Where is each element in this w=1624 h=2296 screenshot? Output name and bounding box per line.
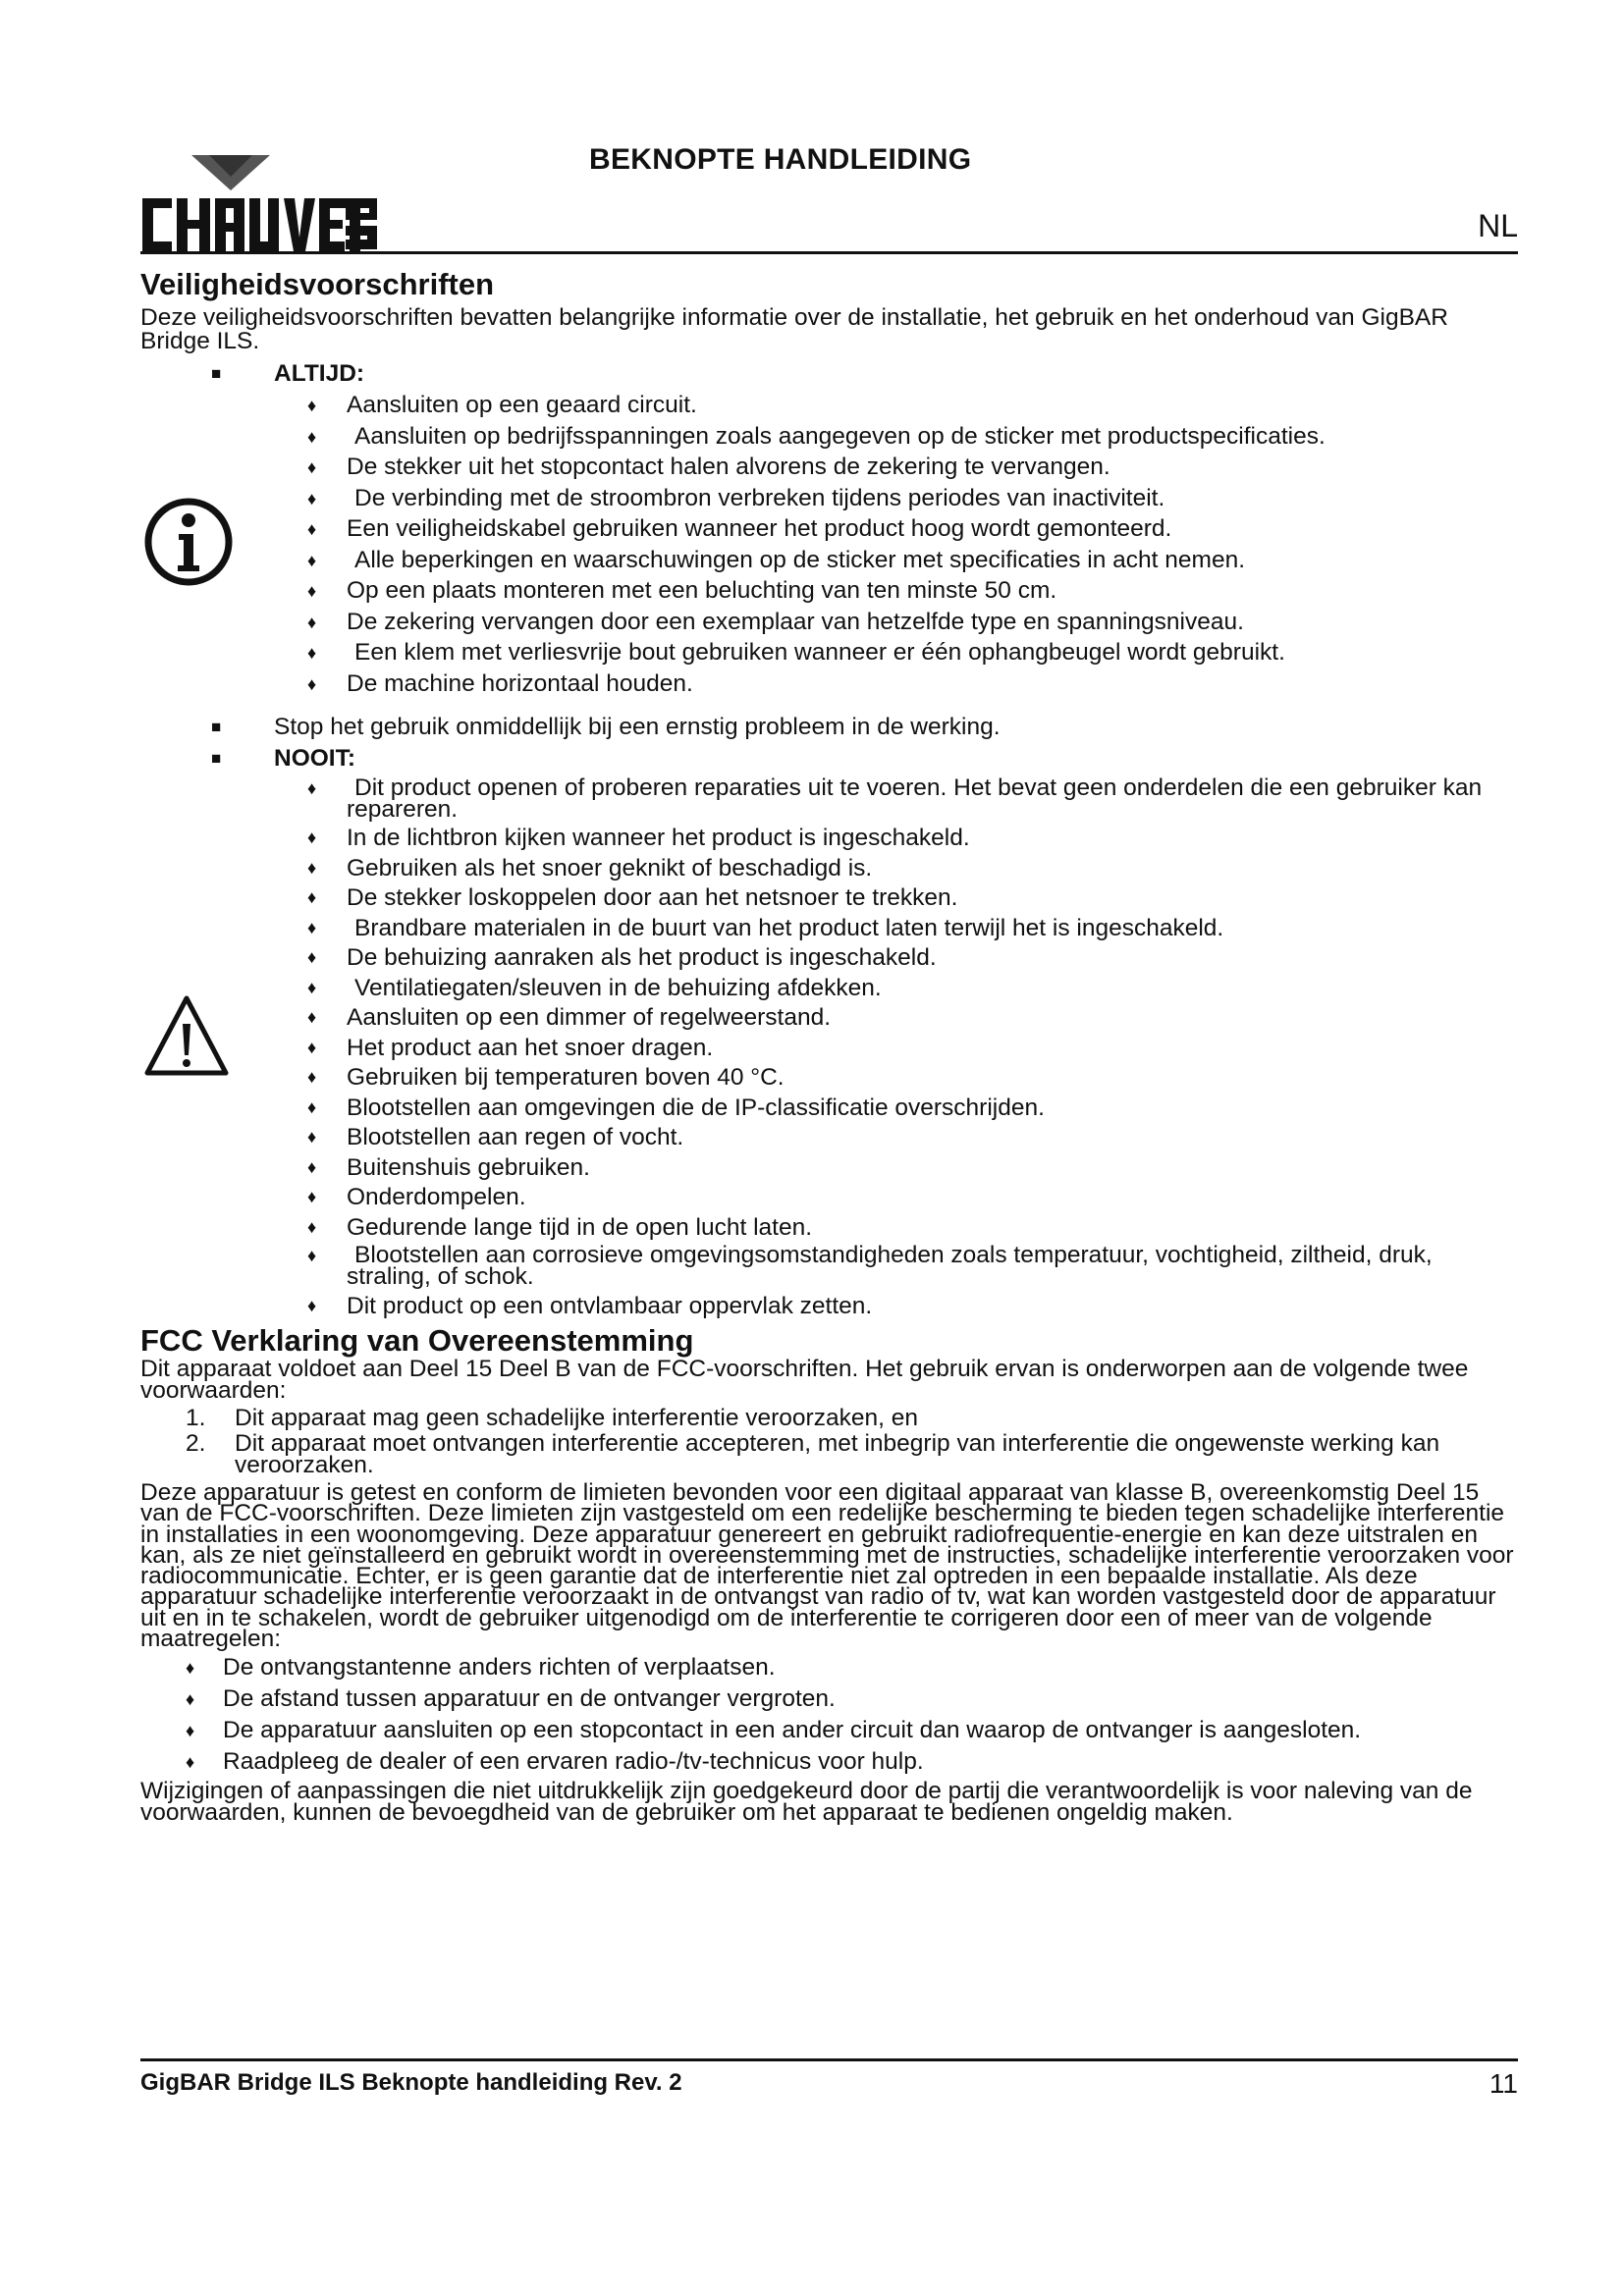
list-item: ♦ Blootstellen aan regen of vocht.	[307, 1125, 1518, 1149]
list-item: ♦ Blootstellen aan omgevingen die de IP-classificatie overschrijden.	[307, 1095, 1518, 1120]
stop-text: Stop het gebruik onmiddellijk bij een ernstig probleem in de werking.	[274, 713, 1001, 740]
fcc-heading: FCC Verklaring van Overeenstemming	[140, 1323, 694, 1358]
chauvet-dj-logo	[140, 147, 378, 255]
list-item: ♦ Blootstellen aan corrosieve omgevingsomstandigheden zoals temperatuur, vochtigheid, ziltheid, druk, straling, of schok.	[307, 1245, 1518, 1288]
safety-heading: Veiligheidsvoorschriften	[140, 267, 495, 301]
never-label: ■ NOOIT:	[274, 744, 356, 772]
list-item: ♦ Ventilatiegaten/sleuven in de behuizing afdekken.	[307, 976, 1518, 1000]
list-item: ♦ Brandbare materialen in de buurt van het product laten terwijl het is ingeschakeld.	[307, 916, 1518, 940]
always-label: ■ ALTIJD:	[274, 360, 365, 387]
list-item: ♦ Een klem met verliesvrije bout gebruiken wanneer er één ophangbeugel wordt gebruikt.	[307, 640, 1518, 666]
list-item: ♦ De apparatuur aansluiten op een stopcontact in een ander circuit dan waarop de ontvanger is aangesloten.	[140, 1718, 1518, 1743]
list-item: ♦ Buitenshuis gebruiken.	[307, 1155, 1518, 1180]
list-item: ♦ Dit product openen of proberen reparaties uit te voeren. Het bevat geen onderdelen die een gebruiker kan repareren.	[307, 777, 1518, 821]
always-list	[274, 393, 1518, 697]
list-item: ♦ Aansluiten op een geaard circuit.	[307, 393, 1518, 418]
safety-intro: Deze veiligheidsvoorschriften bevatten belangrijke informatie over de installatie, het gebruik en het onderhoud van GigBAR Bridge ILS.	[140, 304, 1448, 354]
never-section	[140, 746, 1518, 1318]
never-list	[274, 774, 1518, 1319]
list-item: ♦ De zekering vervangen door een exemplaar van hetzelfde type en spanningsniveau.	[307, 610, 1518, 635]
footer-title: GigBAR Bridge ILS Beknopte handleiding Rev. 2	[140, 2069, 682, 2096]
list-item: ♦ Een veiligheidskabel gebruiken wanneer het product hoog wordt gemonteerd.	[307, 516, 1518, 542]
language-code: NL	[1478, 208, 1518, 243]
list-item: ♦ Alle beperkingen en waarschuwingen op de sticker met specificaties in acht nemen.	[307, 548, 1518, 573]
list-item: ♦ De verbinding met de stroombron verbreken tijdens periodes van inactiviteit.	[307, 486, 1518, 511]
document-title: BEKNOPTE HANDLEIDING	[589, 143, 972, 176]
always-section	[140, 361, 1518, 697]
list-item: ♦ Onderdompelen.	[307, 1185, 1518, 1209]
safety-sections	[140, 361, 1518, 1318]
stop-section	[140, 715, 1518, 740]
page-number: 11	[1489, 2068, 1518, 2099]
list-item: ♦ Dit product op een ontvlambaar oppervlak zetten.	[307, 1294, 1518, 1318]
list-item: 1. Dit apparaat mag geen schadelijke interferentie veroorzaken, en	[186, 1405, 918, 1431]
list-item: ♦ Aansluiten op bedrijfsspanningen zoals aangegeven op de sticker met productspecificaties.	[307, 424, 1518, 450]
list-item: ♦ De behuizing aanraken als het product is ingeschakeld.	[307, 945, 1518, 970]
list-item: ♦ De ontvangstantenne anders richten of verplaatsen.	[140, 1655, 1518, 1681]
list-item: ♦ De machine horizontaal houden.	[307, 671, 1518, 697]
list-item: ♦ In de lichtbron kijken wanneer het product is ingeschakeld.	[307, 826, 1518, 850]
fcc-conditions	[140, 1406, 1518, 1476]
fcc-measures	[140, 1655, 1518, 1775]
list-item: ♦ De stekker loskoppelen door aan het netsnoer te trekken.	[307, 885, 1518, 910]
list-item: ♦ Aansluiten op een dimmer of regelweerstand.	[307, 1005, 1518, 1030]
main-content	[140, 267, 1518, 1827]
list-item: ♦ De stekker uit het stopcontact halen alvorens de zekering te vervangen.	[307, 454, 1518, 480]
list-item: 2. Dit apparaat moet ontvangen interferentie accepteren, met inbegrip van interferentie die ongewenste werking kan veroorzaken.	[186, 1430, 1440, 1478]
fcc-intro: Dit apparaat voldoet aan Deel 15 Deel B van de FCC-voorschriften. Het gebruik ervan is onderworpen aan de volgende twee voorwaarden:	[140, 1356, 1469, 1404]
fcc-body: Deze apparatuur is getest en conform de limieten bevonden voor een digitaal apparaat van klasse B, overeenkomstig Deel 15 van de FCC-voorschriften. Deze limieten zijn vastgesteld om een redelijke bescherming te bieden tegen schadelijke interferentie in installaties in een woonomgeving. Deze apparatuur genereert en gebruikt radiofrequentie-energie en kan deze uitstralen en kan, als ze niet geïnstalleerd en gebruikt wordt in overeenstemming met de instructies, schadelijke interferentie veroorzaken voor radiocommunicatie. Echter, er is geen garantie dat de interferentie niet zal optreden in een bepaalde installatie. Als deze apparatuur schadelijke interferentie veroorzaakt in de ontvangst van radio of tv, wat kan worden vastgesteld door de apparatuur uit en in te schakelen, wordt de gebruiker uitgenodigd om de interferentie te corrigeren door een of meer van de volgende maatregelen:	[140, 1479, 1514, 1653]
list-item: ♦ Op een plaats monteren met een beluchting van ten minste 50 cm.	[307, 578, 1518, 604]
header-divider	[140, 251, 1518, 254]
list-item: ♦ Raadpleeg de dealer of een ervaren radio-/tv-technicus voor hulp.	[140, 1749, 1518, 1775]
list-item: ♦ Gedurende lange tijd in de open lucht laten.	[307, 1215, 1518, 1240]
list-item: ♦ Gebruiken bij temperaturen boven 40 °C.	[307, 1065, 1518, 1090]
fcc-closing: Wijzigingen of aanpassingen die niet uitdrukkelijk zijn goedgekeurd door de partij die verantwoordelijk is voor naleving van de voorwaarden, kunnen de bevoegdheid van de gebruiker om het apparaat te bedienen ongeldig maken.	[140, 1778, 1473, 1827]
list-item: ♦ De afstand tussen apparatuur en de ontvanger vergroten.	[140, 1686, 1518, 1712]
dj-mark	[344, 196, 379, 251]
list-item: ♦ Gebruiken als het snoer geknikt of beschadigd is.	[307, 856, 1518, 881]
footer-divider	[140, 2058, 1518, 2061]
list-item: ♦ Het product aan het snoer dragen.	[307, 1036, 1518, 1060]
